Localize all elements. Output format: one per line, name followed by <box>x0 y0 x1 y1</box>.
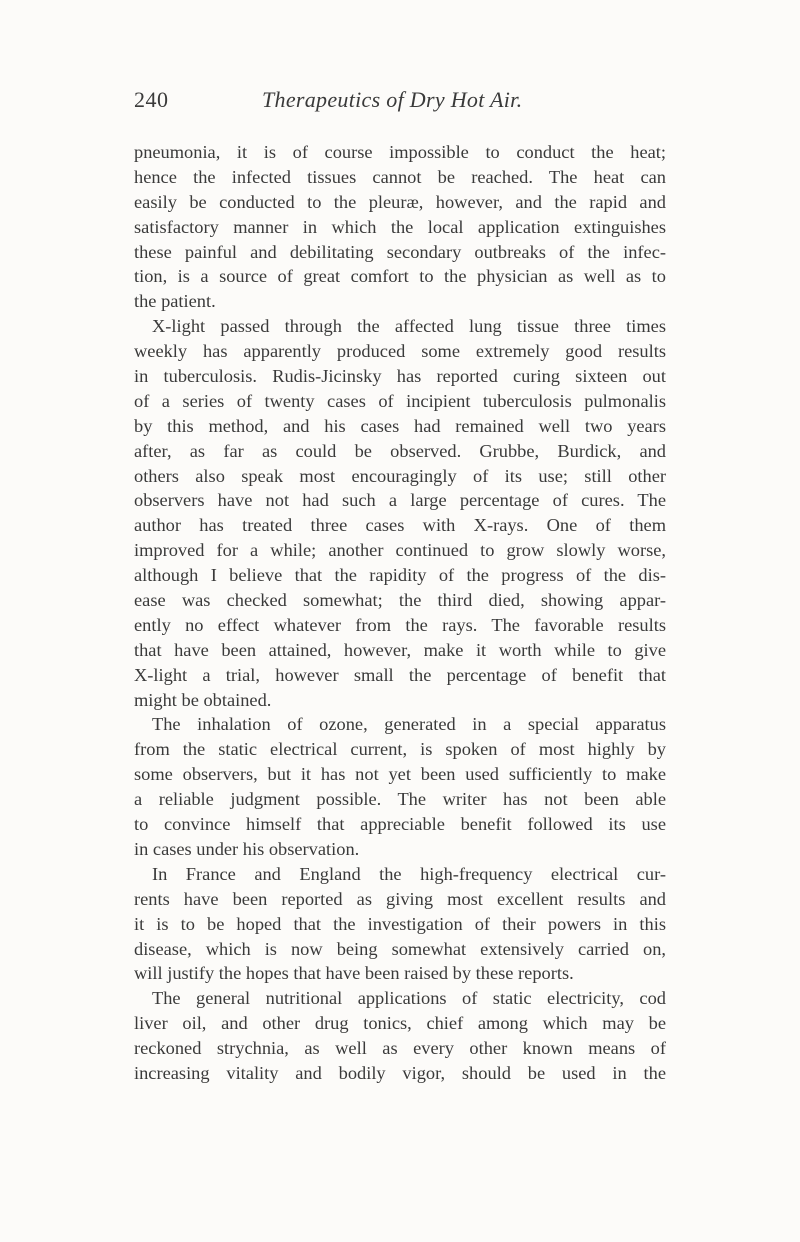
text-line: X-light a trial, however small the percentage of benefit that <box>134 664 666 685</box>
text-line: satisfactory manner in which the local application extinguishes <box>134 216 666 237</box>
text-line: In France and England the high-frequency electrical cur- <box>152 863 666 884</box>
text-line: a reliable judgment possible. The writer has not been able <box>134 789 666 810</box>
text-line: will justify the hopes that have been raised by these reports. <box>134 963 574 984</box>
text-line: although I believe that the rapidity of the progress of the dis- <box>134 565 666 586</box>
running-title: Therapeutics of Dry Hot Air. <box>262 87 523 112</box>
text-line: The general nutritional applications of static electricity, cod <box>152 988 666 1009</box>
text-line: might be obtained. <box>134 689 272 710</box>
text-line: after, as far as could be observed. Grubbe, Burdick, and <box>134 440 666 461</box>
text-line: increasing vitality and bodily vigor, should be used in the <box>134 1062 666 1083</box>
text-line: in tuberculosis. Rudis-Jicinsky has reported curing sixteen out <box>134 366 666 387</box>
text-line: X-light passed through the affected lung tissue three times <box>152 316 666 337</box>
text-line: ease was checked somewhat; the third died, showing appar- <box>134 590 666 611</box>
text-line: it is to be hoped that the investigation of their powers in this <box>134 913 666 934</box>
text-line: in cases under his observation. <box>134 838 360 859</box>
text-line: from the static electrical current, is spoken of most highly by <box>134 739 666 760</box>
text-line: to convince himself that appreciable benefit followed its use <box>134 814 666 835</box>
text-line: tion, is a source of great comfort to the physician as well as to <box>134 266 666 287</box>
text-line: the patient. <box>134 291 216 312</box>
text-line: liver oil, and other drug tonics, chief among which may be <box>134 1013 666 1034</box>
running-head <box>134 87 666 117</box>
page-number: 240 <box>134 87 169 112</box>
text-line: of a series of twenty cases of incipient tuberculosis pulmonalis <box>134 390 666 411</box>
text-line: rents have been reported as giving most excellent results and <box>134 888 666 909</box>
text-line: author has treated three cases with X-rays. One of them <box>134 515 666 536</box>
text-line: that have been attained, however, make it worth while to give <box>134 639 666 660</box>
text-line: these painful and debilitating secondary outbreaks of the infec- <box>134 241 666 262</box>
text-line: others also speak most encouragingly of its use; still other <box>134 465 666 486</box>
text-line: ently no effect whatever from the rays. The favorable results <box>134 614 666 635</box>
text-line: easily be conducted to the pleuræ, however, and the rapid and <box>134 191 666 212</box>
text-line: reckoned strychnia, as well as every other known means of <box>134 1038 666 1059</box>
text-line: by this method, and his cases had remained well two years <box>134 415 666 436</box>
text-line: disease, which is now being somewhat extensively carried on, <box>134 938 666 959</box>
text-line: improved for a while; another continued to grow slowly worse, <box>134 540 666 561</box>
text-line: weekly has apparently produced some extremely good results <box>134 341 666 362</box>
body-text <box>134 140 666 1086</box>
text-line: observers have not had such a large percentage of cures. The <box>134 490 666 511</box>
text-line: The inhalation of ozone, generated in a special apparatus <box>152 714 666 735</box>
text-line: hence the infected tissues cannot be reached. The heat can <box>134 166 666 187</box>
text-line: pneumonia, it is of course impossible to conduct the heat; <box>134 142 666 162</box>
text-line: some observers, but it has not yet been used sufficiently to make <box>134 764 666 785</box>
